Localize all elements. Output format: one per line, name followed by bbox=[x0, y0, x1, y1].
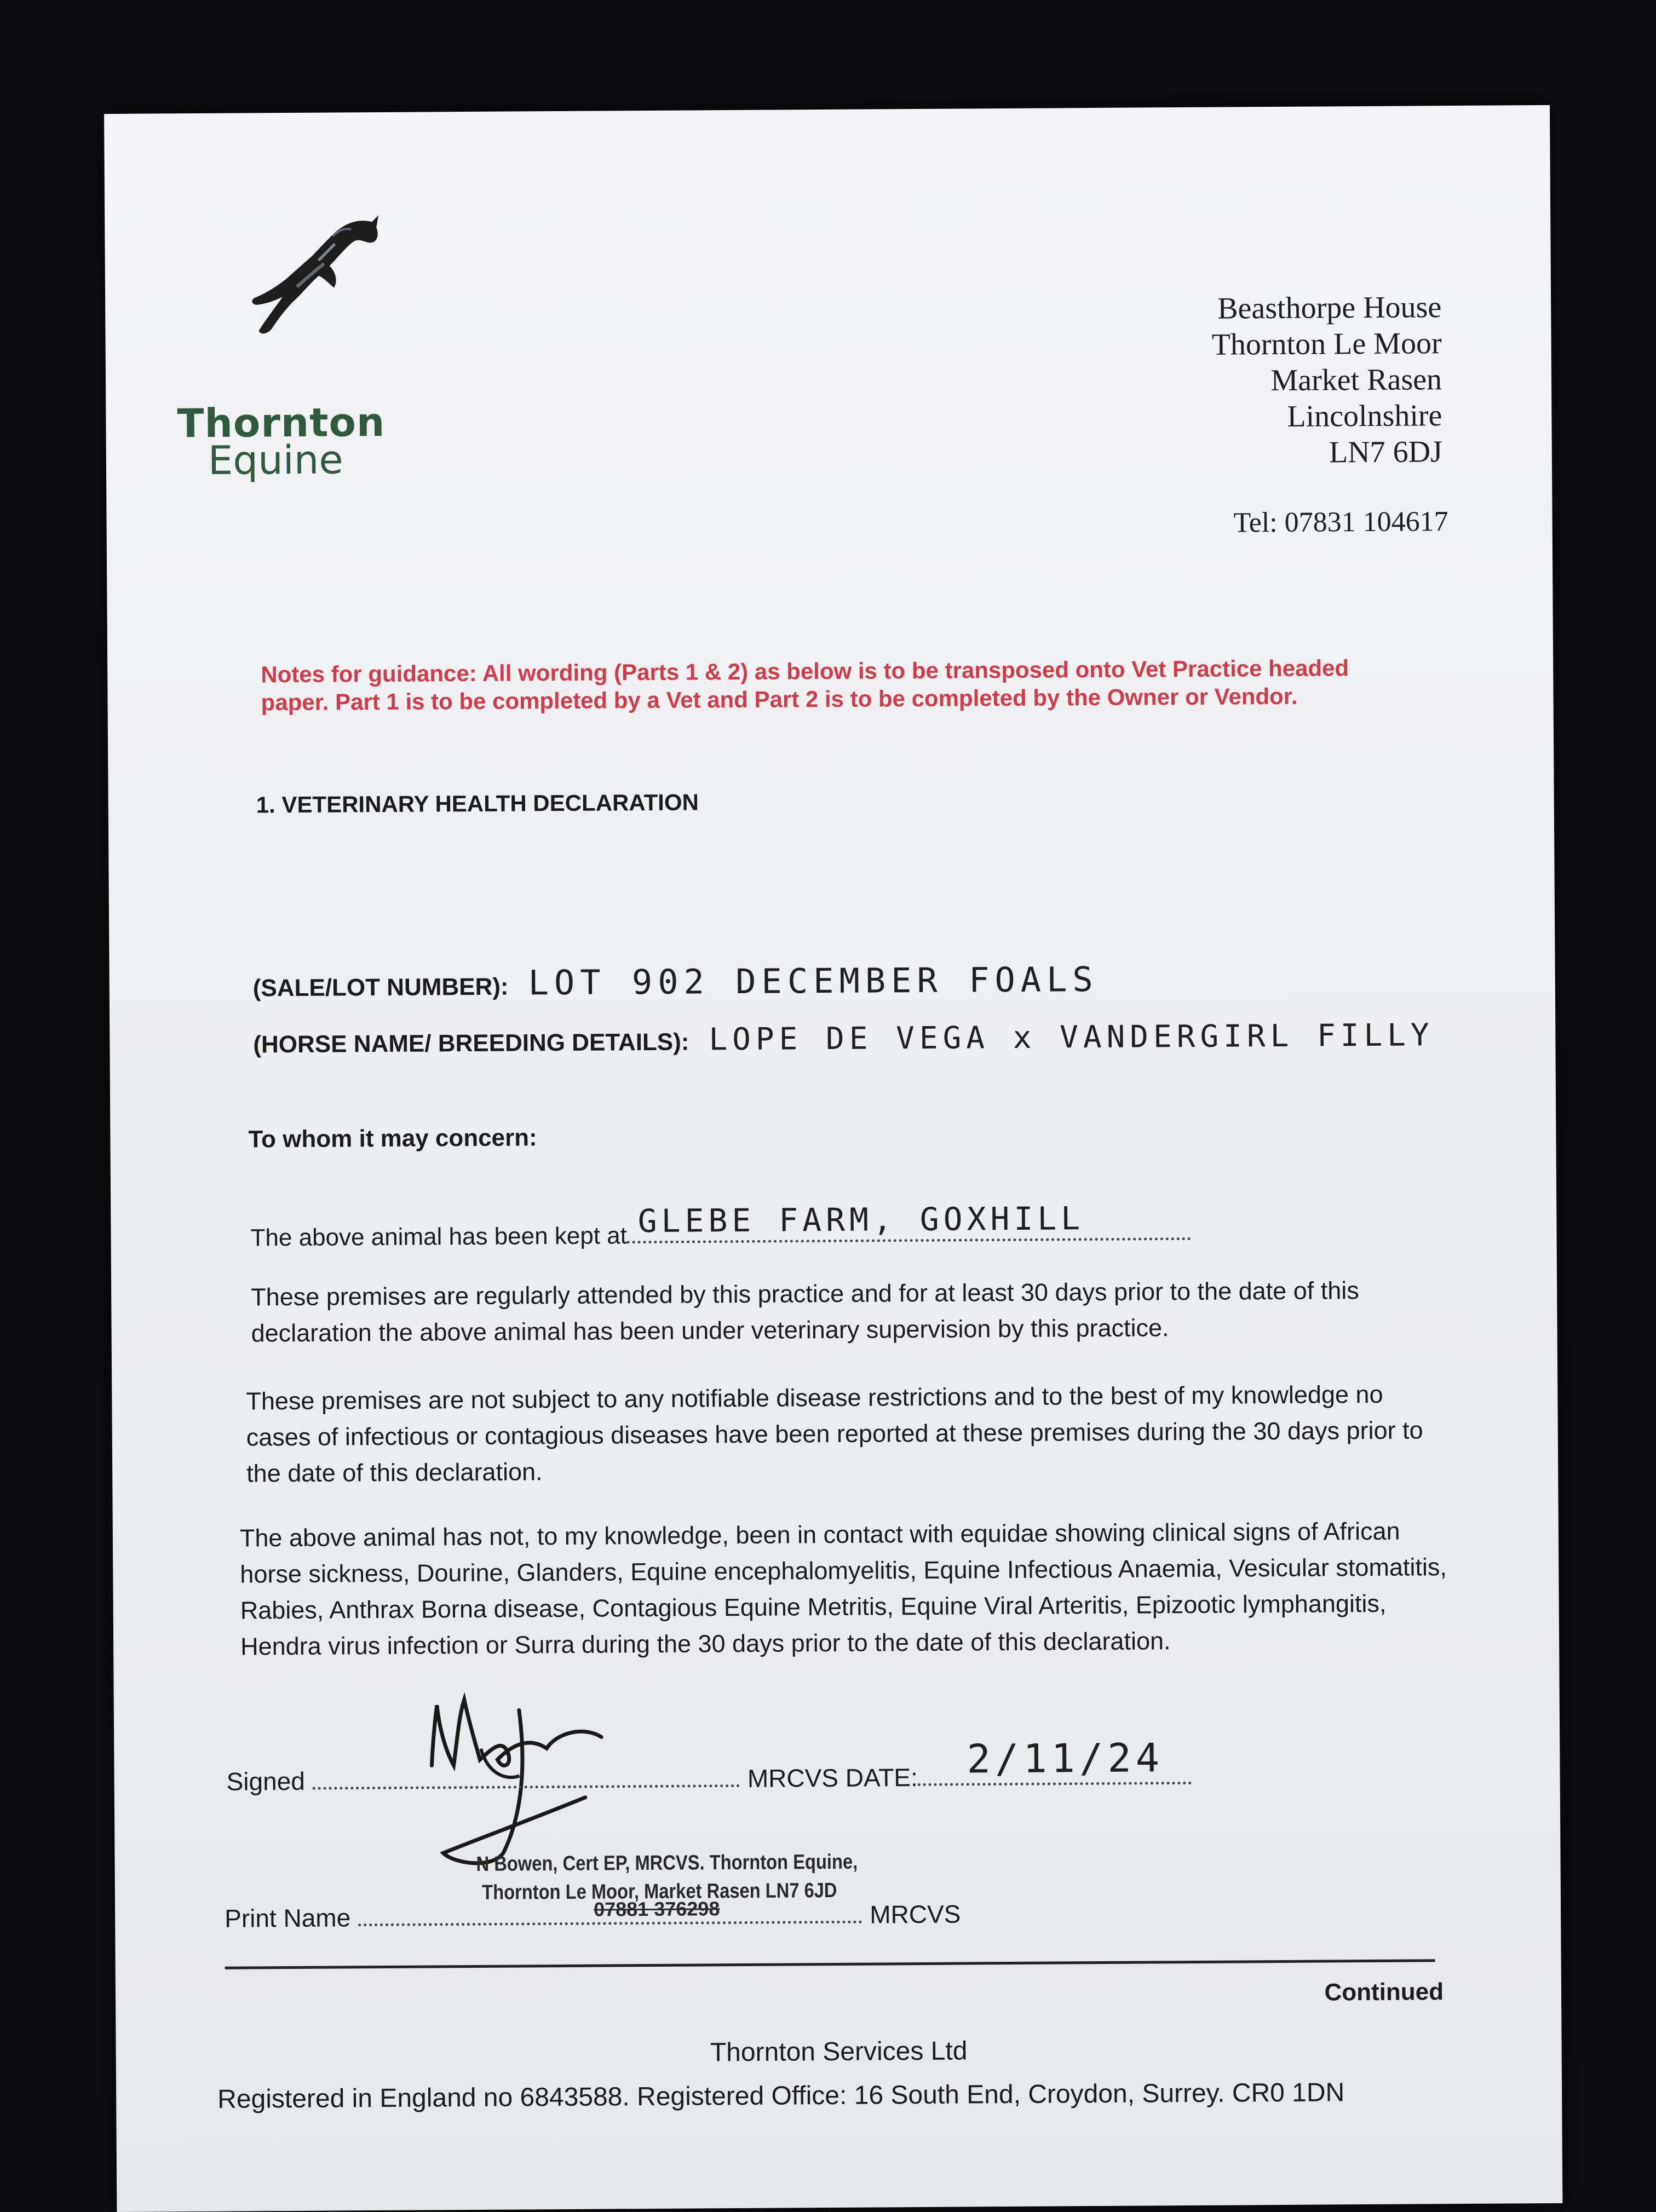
stamp-line: N Bowen, Cert EP, MRCVS. Thornton Equine, bbox=[476, 1850, 858, 1876]
mrcvs-suffix: MRCVS bbox=[870, 1899, 961, 1929]
mrcvs-date-label: MRCVS DATE: bbox=[747, 1763, 918, 1793]
logo-wordmark-bottom: Equine bbox=[208, 436, 343, 483]
date-value: 2/11/24 bbox=[967, 1735, 1164, 1782]
sale-lot-value: LOT 902 DECEMBER FOALS bbox=[528, 959, 1099, 1003]
kept-at-field bbox=[250, 1200, 1191, 1252]
letterhead-telephone: Tel: 07831 104617 bbox=[1233, 506, 1448, 539]
guidance-notes: Notes for guidance: All wording (Parts 1 & 2) as below is to be transposed onto Vet Practice headed paper. Part 1 is to be completed by a Vet and Part 2 is to be completed by the Owner or Vendor. bbox=[261, 655, 1349, 716]
horse-details-field bbox=[253, 1017, 1434, 1060]
horse-details-value: LOPE DE VEGA x VANDERGIRL FILLY bbox=[709, 1017, 1434, 1058]
company-logo bbox=[176, 211, 396, 497]
kept-at-label: The above animal has been kept at bbox=[250, 1222, 628, 1252]
footer-registration: Registered in England no 6843588. Registered Office: 16 South End, Croydon, Surrey. CR0 1DN bbox=[217, 2078, 1345, 2114]
address-line: Market Rasen bbox=[1270, 362, 1442, 398]
salutation: To whom it may concern: bbox=[248, 1124, 537, 1153]
kept-at-line bbox=[627, 1200, 1191, 1243]
kept-at-value: GLEBE FARM, GOXHILL bbox=[637, 1200, 1085, 1240]
stamp-telephone: 07881 376298 bbox=[594, 1897, 720, 1921]
address-line: Lincolnshire bbox=[1287, 399, 1442, 434]
divider-line bbox=[225, 1959, 1435, 1969]
paragraph-restrictions: These premises are not subject to any notifiable disease restrictions and to the best of my knowledge no cases of infectious or contagious diseases have been reported at these premises during the 30 days prior to the date of this declaration. bbox=[246, 1380, 1423, 1488]
logo-wordmark-top: Thornton bbox=[177, 399, 386, 447]
horse-details-label: (HORSE NAME/ BREEDING DETAILS): bbox=[253, 1028, 689, 1058]
address-line: LN7 6DJ bbox=[1329, 435, 1443, 470]
date-line bbox=[918, 1735, 1192, 1786]
sale-lot-field bbox=[253, 959, 1099, 1004]
stamp-line: Thornton Le Moor, Market Rasen LN7 6JD bbox=[482, 1879, 837, 1904]
paragraph-diseases: The above animal has not, to my knowledge, been in contact with equidae showing clinical signs of African horse sickness, Dourine, Glanders, Equine encephalomyelitis, Equine Infectious Anaemia, Vesicular stomatitis, Rabies, Anthrax Borna disease, Contagious Equine Metritis, Equine Viral Arteritis, Epizootic lymphangitis, Hendra virus infection or Surra during the 30 days prior to the date of this declaration. bbox=[239, 1517, 1447, 1661]
print-name-row bbox=[225, 1899, 961, 1933]
signed-label: Signed bbox=[226, 1766, 306, 1796]
address-line: Thornton Le Moor bbox=[1211, 326, 1442, 362]
print-name-label: Print Name bbox=[225, 1903, 351, 1933]
signature-row bbox=[226, 1735, 1191, 1796]
sale-lot-label: (SALE/LOT NUMBER): bbox=[252, 973, 509, 1002]
paragraph-supervision: These premises are regularly attended by this practice and for at least 30 days prior to the date of this declaration the above animal has been under veterinary supervision by this practice. bbox=[251, 1276, 1359, 1347]
jumping-horse-icon bbox=[242, 211, 384, 338]
footer-company: Thornton Services Ltd bbox=[710, 2036, 968, 2067]
signature-line bbox=[313, 1781, 740, 1790]
letterhead-address bbox=[948, 289, 1442, 473]
document-page bbox=[104, 105, 1562, 2212]
address-line: Beasthorpe House bbox=[1217, 290, 1442, 326]
continued-label: Continued bbox=[1324, 1978, 1444, 2006]
print-name-line bbox=[358, 1897, 862, 1927]
section-heading: 1. VETERINARY HEALTH DECLARATION bbox=[256, 789, 699, 818]
